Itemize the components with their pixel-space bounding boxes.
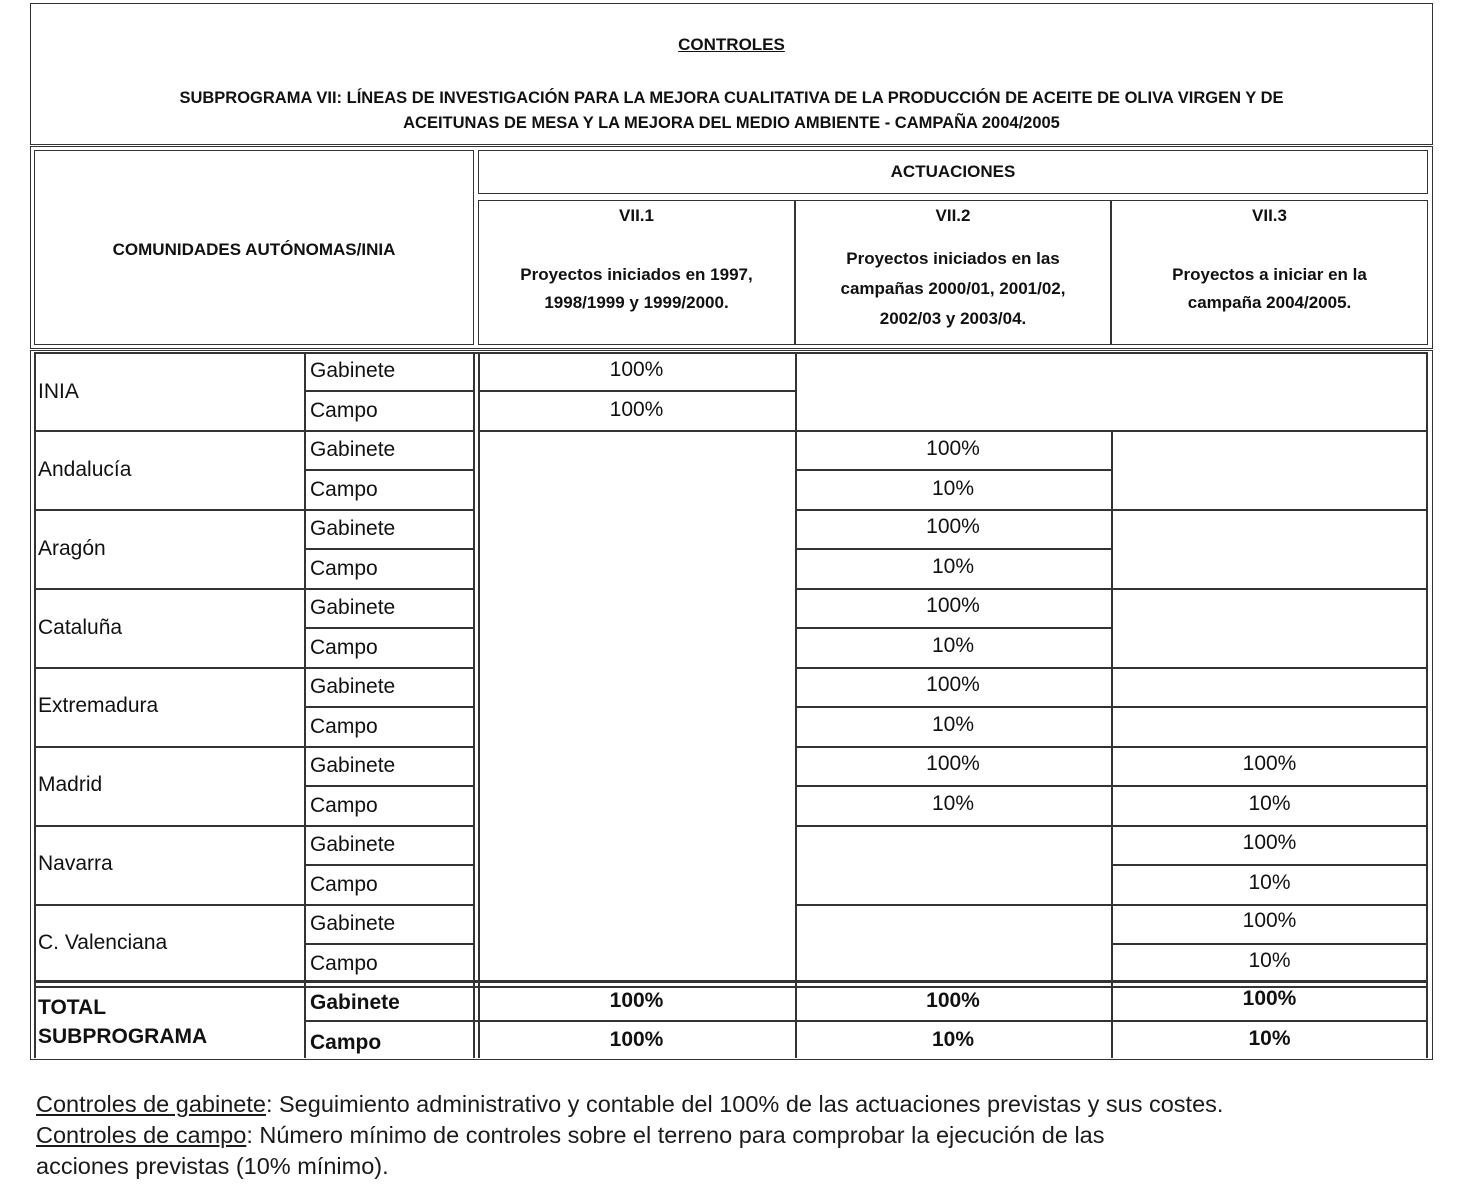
divider [34,980,1428,983]
total-label-gabinete: Gabinete [310,991,400,1014]
divider [795,904,1428,906]
divider [795,548,1112,550]
value-cell: 10% [1248,871,1291,894]
row-label-gabinete: Gabinete [310,438,396,461]
divider [473,352,475,1058]
row-label-campo: Campo [310,952,378,975]
value-cell: 100% [926,673,980,696]
divider [795,667,1428,669]
value-cell: 10% [931,634,975,657]
row-label-gabinete: Gabinete [310,754,396,777]
note-campo-line2: acciones previstas (10% mínimo). [36,1153,389,1179]
value-cell: 10% [931,477,975,500]
value-cell: 100% [1242,831,1297,854]
note-campo-term: Controles de campo [36,1122,247,1148]
col-code-vii3: VII.3 [1252,206,1287,225]
divider [34,352,36,1058]
row-label-gabinete: Gabinete [310,517,396,540]
row-label-campo: Campo [310,478,378,501]
row-name-inia: INIA [38,380,79,403]
row-name-madrid: Madrid [38,773,103,796]
row-label-gabinete: Gabinete [310,359,396,382]
divider [1111,864,1428,866]
row-label-campo: Campo [310,873,378,896]
col-code-vii2: VII.2 [935,206,971,225]
row-label-campo: Campo [310,794,378,817]
divider [795,746,1428,748]
col-desc-vii1-line1: Proyectos iniciados en 1997, [520,265,753,284]
value-cell: 100% [926,515,980,538]
row-name-navarra: Navarra [38,852,113,875]
row-label-gabinete: Gabinete [310,833,396,856]
divider [478,430,1428,432]
divider [34,904,475,906]
total-value: 100% [1242,987,1297,1010]
divider [34,352,1428,354]
total-value: 100% [609,989,664,1012]
divider [304,390,474,392]
divider [34,667,475,669]
divider [795,509,1428,511]
divider [478,390,796,392]
col-desc-vii1-line2: 1998/1999 y 1999/2000. [544,293,729,312]
value-cell: 10% [931,792,975,815]
value-cell: 10% [1248,949,1291,972]
value-cell: 100% [1242,909,1297,932]
value-cell: 100% [609,398,664,421]
value-cell: 100% [926,752,980,775]
divider [304,706,474,708]
col-desc-vii3-line2: campaña 2004/2005. [1187,293,1352,312]
value-cell: 100% [1242,752,1297,775]
value-cell: 10% [1248,792,1291,815]
row-name-extremadura: Extremadura [38,694,159,717]
footnotes [36,1089,1223,1182]
subtitle-line-2: ACEITUNAS DE MESA Y LA MEJORA DEL MEDIO AMBIENTE - CAMPAÑA 2004/2005 [403,114,1060,132]
divider [795,785,1428,787]
col-desc-vii2-line1: Proyectos iniciados en las [846,249,1060,268]
total-label-campo: Campo [310,1031,382,1054]
note-gabinete-term: Controles de gabinete [36,1091,266,1117]
divider [304,943,474,945]
row-label-campo: Campo [310,557,378,580]
divider [34,430,475,432]
row-label-campo: Campo [310,399,378,422]
row-name-cataluna: Cataluña [38,616,123,639]
divider [304,469,474,471]
value-cell: 100% [926,594,980,617]
col-desc-vii2-line3: 2002/03 y 2003/04. [879,309,1027,328]
total-value: 100% [609,1028,664,1051]
total-value: 10% [931,1028,975,1051]
divider [795,825,1428,827]
divider [34,825,475,827]
row-label-campo: Campo [310,636,378,659]
value-cell: 10% [931,555,975,578]
table-title: CONTROLES [678,35,785,54]
col-desc-vii2-line2: campañas 2000/01, 2001/02, [840,279,1066,298]
total-value: 10% [1248,1027,1291,1050]
note-campo-text: : Número mínimo de controles sobre el terreno para comprobar la ejecución de las [246,1122,1105,1148]
row-name-valenciana: C. Valenciana [38,931,168,954]
divider [34,509,475,511]
divider [304,548,474,550]
divider [34,588,475,590]
value-cell: 100% [609,358,664,381]
col-desc-vii3-line1: Proyectos a iniciar en la [1172,265,1367,284]
row-label-gabinete: Gabinete [310,912,396,935]
note-gabinete-text: : Seguimiento administrativo y contable del 100% de las actuaciones previstas y sus costes. [265,1091,1224,1117]
row-name-aragon: Aragón [38,537,106,560]
divider [795,469,1112,471]
divider [795,706,1428,708]
divider [478,352,480,1058]
note-gabinete [36,1089,1223,1120]
divider [304,1020,1428,1022]
divider [795,627,1112,629]
note-campo [36,1120,1223,1151]
divider [34,746,475,748]
divider [795,588,1428,590]
total-name-line1: TOTAL [38,996,107,1019]
row-label-campo: Campo [310,715,378,738]
divider [1111,943,1428,945]
total-value: 100% [926,989,980,1012]
row-label-gabinete: Gabinete [310,675,396,698]
value-cell: 100% [926,437,980,460]
communities-header: COMUNIDADES AUTÓNOMAS/INIA [112,240,396,259]
actuaciones-header: ACTUACIONES [890,162,1016,181]
divider [304,864,474,866]
row-name-andalucia: Andalucía [38,458,132,481]
value-cell: 10% [931,713,975,736]
divider [304,352,306,1058]
divider [304,785,474,787]
row-label-gabinete: Gabinete [310,596,396,619]
col-code-vii1: VII.1 [619,206,654,225]
subtitle-line-1: SUBPROGRAMA VII: LÍNEAS DE INVESTIGACIÓN PARA LA MEJORA CUALITATIVA DE LA PRODUCCIÓN DE ACEITE DE OLIVA VIRGEN Y DE [179,89,1284,107]
total-name-line2: SUBPROGRAMA [38,1025,208,1048]
divider [304,627,474,629]
